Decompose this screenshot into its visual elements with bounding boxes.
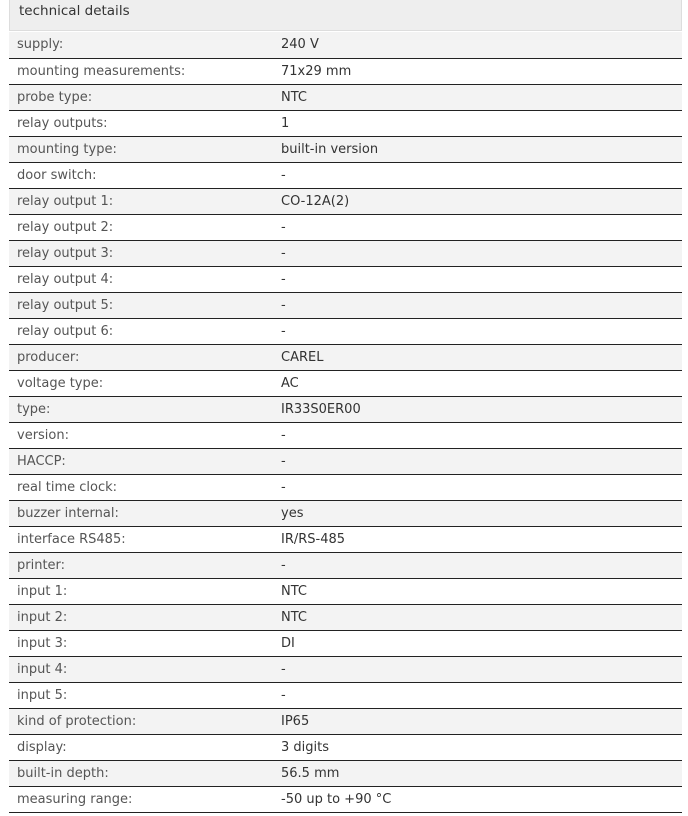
spec-value: 240 V [273, 32, 682, 58]
spec-label: input 2: [9, 604, 273, 630]
spec-value: -50 up to +90 °C [273, 786, 682, 812]
spec-label: measuring range: [9, 786, 273, 812]
spec-label: input 3: [9, 630, 273, 656]
section-header: technical details [9, 0, 682, 31]
spec-label: real time clock: [9, 474, 273, 500]
spec-label: built-in depth: [9, 760, 273, 786]
table-row [9, 630, 682, 656]
table-row [9, 578, 682, 604]
table-row [9, 604, 682, 630]
table-row [9, 422, 682, 448]
spec-label: relay output 6: [9, 318, 273, 344]
table-row [9, 552, 682, 578]
table-row [9, 448, 682, 474]
spec-value: - [273, 448, 682, 474]
spec-label: voltage type: [9, 370, 273, 396]
spec-value: NTC [273, 604, 682, 630]
table-row [9, 760, 682, 786]
table-row [9, 786, 682, 812]
spec-value: AC [273, 370, 682, 396]
spec-value: 1 [273, 110, 682, 136]
technical-details-table [9, 32, 682, 813]
spec-label: relay output 5: [9, 292, 273, 318]
spec-label: interface RS485: [9, 526, 273, 552]
spec-value: NTC [273, 84, 682, 110]
spec-label: display: [9, 734, 273, 760]
technical-details-body [9, 32, 682, 812]
spec-value: - [273, 474, 682, 500]
table-row [9, 682, 682, 708]
table-row [9, 110, 682, 136]
spec-label: relay output 1: [9, 188, 273, 214]
spec-value: - [273, 292, 682, 318]
table-row [9, 656, 682, 682]
spec-label: type: [9, 396, 273, 422]
spec-label: door switch: [9, 162, 273, 188]
table-row [9, 32, 682, 58]
spec-value: - [273, 266, 682, 292]
spec-value: - [273, 240, 682, 266]
table-row [9, 370, 682, 396]
table-row [9, 500, 682, 526]
spec-value: - [273, 214, 682, 240]
spec-value: - [273, 552, 682, 578]
spec-value: IR33S0ER00 [273, 396, 682, 422]
table-row [9, 292, 682, 318]
table-row [9, 240, 682, 266]
table-row [9, 708, 682, 734]
spec-label: producer: [9, 344, 273, 370]
spec-label: mounting type: [9, 136, 273, 162]
technical-details-panel [9, 0, 682, 813]
spec-value: NTC [273, 578, 682, 604]
spec-value: CAREL [273, 344, 682, 370]
spec-value: built-in version [273, 136, 682, 162]
spec-label: input 4: [9, 656, 273, 682]
spec-label: mounting measurements: [9, 58, 273, 84]
spec-label: buzzer internal: [9, 500, 273, 526]
table-row [9, 188, 682, 214]
spec-label: input 5: [9, 682, 273, 708]
spec-label: input 1: [9, 578, 273, 604]
spec-label: HACCP: [9, 448, 273, 474]
table-row [9, 396, 682, 422]
spec-label: kind of protection: [9, 708, 273, 734]
table-row [9, 474, 682, 500]
spec-value: yes [273, 500, 682, 526]
table-row [9, 214, 682, 240]
spec-label: relay output 3: [9, 240, 273, 266]
table-row [9, 318, 682, 344]
spec-label: relay output 4: [9, 266, 273, 292]
spec-value: CO-12A(2) [273, 188, 682, 214]
table-row [9, 162, 682, 188]
spec-label: printer: [9, 552, 273, 578]
table-row [9, 266, 682, 292]
spec-value: IP65 [273, 708, 682, 734]
spec-label: relay output 2: [9, 214, 273, 240]
spec-label: relay outputs: [9, 110, 273, 136]
table-row [9, 84, 682, 110]
spec-label: version: [9, 422, 273, 448]
spec-value: 71x29 mm [273, 58, 682, 84]
spec-label: probe type: [9, 84, 273, 110]
spec-value: 3 digits [273, 734, 682, 760]
table-row [9, 526, 682, 552]
spec-value: IR/RS-485 [273, 526, 682, 552]
spec-value: - [273, 422, 682, 448]
table-row [9, 734, 682, 760]
spec-value: - [273, 656, 682, 682]
spec-value: - [273, 682, 682, 708]
table-row [9, 344, 682, 370]
spec-label: supply: [9, 32, 273, 58]
spec-value: - [273, 318, 682, 344]
spec-value: DI [273, 630, 682, 656]
spec-value: 56.5 mm [273, 760, 682, 786]
table-row [9, 58, 682, 84]
spec-value: - [273, 162, 682, 188]
table-row [9, 136, 682, 162]
